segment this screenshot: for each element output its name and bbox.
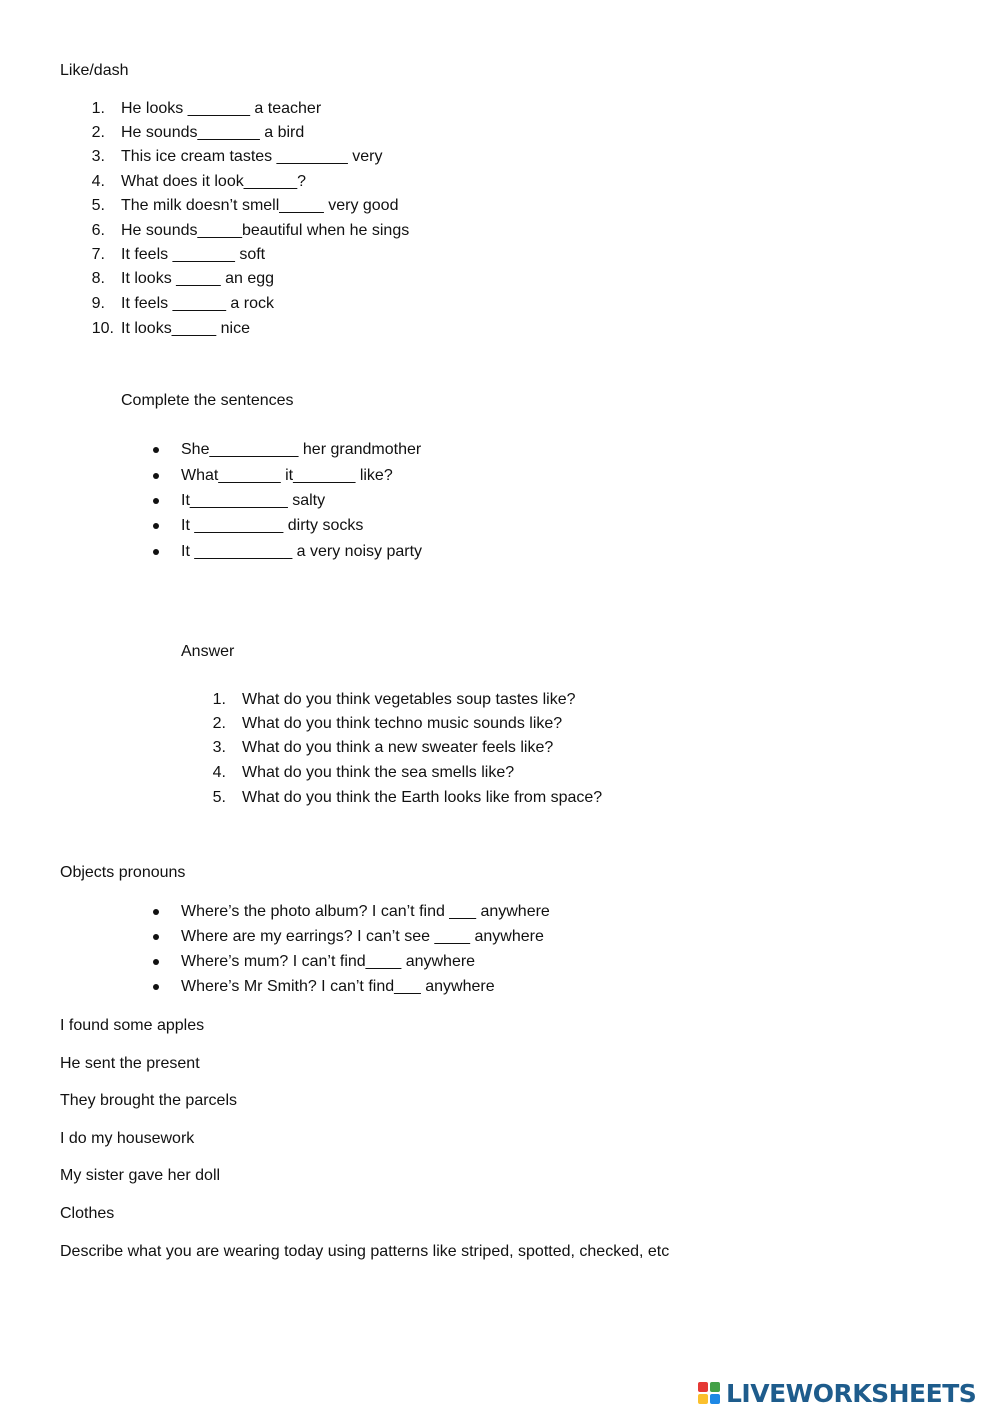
list-item-number: 1. — [91, 100, 105, 117]
list-item-number: 3. — [212, 739, 226, 756]
bullet-icon — [153, 909, 159, 915]
logo-square-green — [710, 1382, 720, 1392]
list-item: Where’s mum? I can’t find____ anywhere — [181, 953, 476, 970]
list-item: It feels ______ a rock — [121, 295, 274, 312]
list-item-number: 3. — [91, 148, 105, 165]
answer-heading: Answer — [181, 643, 235, 660]
list-item-number: 4. — [91, 173, 105, 190]
list-item-number: 2. — [91, 124, 105, 141]
logo-square-yellow — [698, 1394, 708, 1404]
sentence: I do my housework — [60, 1130, 195, 1147]
list-item: He sounds_______ a bird — [121, 124, 305, 141]
sentence: My sister gave her doll — [60, 1167, 221, 1184]
complete-heading: Complete the sentences — [121, 392, 294, 409]
liveworksheets-logo — [698, 1379, 994, 1409]
list-item: What do you think a new sweater feels like? — [242, 739, 554, 756]
list-item-number: 10. — [91, 320, 114, 337]
list-item: It looks_____ nice — [121, 320, 250, 337]
sentence: I found some apples — [60, 1017, 205, 1034]
bullet-icon — [153, 447, 159, 453]
bullet-icon — [153, 523, 159, 529]
logo-square-red — [698, 1382, 708, 1392]
list-item-number: 5. — [212, 789, 226, 806]
list-item: It ___________ a very noisy party — [181, 543, 423, 560]
logo-grid-icon — [698, 1382, 722, 1406]
list-item: He looks _______ a teacher — [121, 100, 322, 117]
logo-square-blue — [710, 1394, 720, 1404]
list-item: It feels _______ soft — [121, 246, 266, 263]
pronouns-heading: Objects pronouns — [60, 864, 186, 881]
sentence: He sent the present — [60, 1055, 200, 1072]
list-item: The milk doesn’t smell_____ very good — [121, 197, 399, 214]
list-item: What do you think the Earth looks like from space? — [242, 789, 603, 806]
like-dash-heading: Like/dash — [60, 62, 129, 79]
bullet-icon — [153, 473, 159, 479]
clothes-prompt: Describe what you are wearing today using patterns like striped, spotted, checked, etc — [60, 1243, 670, 1260]
bullet-icon — [153, 498, 159, 504]
list-item: Where’s Mr Smith? I can’t find___ anywhere — [181, 978, 495, 995]
list-item-number: 7. — [91, 246, 105, 263]
bullet-icon — [153, 959, 159, 965]
list-item: It __________ dirty socks — [181, 517, 364, 534]
clothes-heading: Clothes — [60, 1205, 115, 1222]
list-item: She__________ her grandmother — [181, 441, 422, 458]
bullet-icon — [153, 984, 159, 990]
bullet-icon — [153, 549, 159, 555]
list-item-number: 1. — [212, 691, 226, 708]
list-item: What do you think the sea smells like? — [242, 764, 515, 781]
list-item-number: 4. — [212, 764, 226, 781]
list-item: This ice cream tastes ________ very — [121, 148, 383, 165]
sentence: They brought the parcels — [60, 1092, 237, 1109]
list-item: Where’s the photo album? I can’t find ___ anywhere — [181, 903, 550, 920]
list-item: It looks _____ an egg — [121, 270, 275, 287]
list-item-number: 8. — [91, 270, 105, 287]
list-item: What do you think techno music sounds like? — [242, 715, 563, 732]
bullet-icon — [153, 934, 159, 940]
list-item-number: 6. — [91, 222, 105, 239]
list-item-number: 5. — [91, 197, 105, 214]
logo-text: LIVEWORKSHEETS — [726, 1379, 977, 1408]
list-item: What do you think vegetables soup tastes like? — [242, 691, 576, 708]
list-item: What_______ it_______ like? — [181, 467, 393, 484]
list-item: It___________ salty — [181, 492, 326, 509]
list-item: Where are my earrings? I can’t see ____ anywhere — [181, 928, 544, 945]
list-item: He sounds_____beautiful when he sings — [121, 222, 410, 239]
list-item-number: 9. — [91, 295, 105, 312]
list-item-number: 2. — [212, 715, 226, 732]
list-item: What does it look______? — [121, 173, 307, 190]
